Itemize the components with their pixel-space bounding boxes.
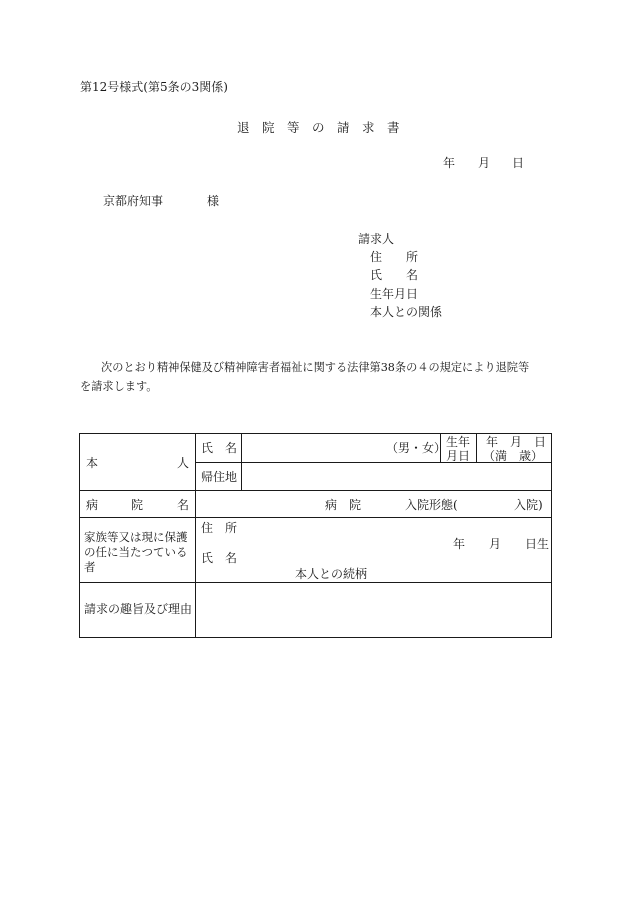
patient-gender: （男・女） [386,441,447,455]
patient-birth-label-1: 生年 [446,435,471,449]
patient-birth-ymd: 年 月 日 [486,435,547,449]
requester-heading: 請求人 [358,232,395,246]
requester-address-label: 住 所 [370,250,419,264]
guardian-name-label: 氏 名 [201,551,238,565]
addressee-suffix: 様 [207,194,220,208]
guardian-address-label: 住 所 [201,521,238,535]
patient-label-1: 本 [86,456,99,470]
hospital-label-3: 名 [177,498,190,512]
guardian-label-1: 家族等又は現に保護 [84,530,188,544]
form-number: 第12号様式(第5条の3関係) [80,80,228,94]
document-title: 退 院 等 の 請 求 書 [237,120,400,135]
requester-name-label: 氏 名 [370,268,419,282]
admission-form-label: 入院形態( [405,498,458,512]
hospital-label-2: 院 [131,498,144,512]
patient-domicile-label: 帰住地 [201,470,238,484]
reason-label: 請求の趣旨及び理由 [84,602,193,616]
patient-label-2: 人 [177,456,190,470]
admission-suffix: 入院) [514,498,543,512]
guardian-label-3: 者 [84,560,96,574]
date-year: 年 [443,156,456,170]
date-month: 月 [478,156,491,170]
hospital-label-1: 病 [86,498,99,512]
body-line-2: を請求します。 [80,380,158,393]
date-day: 日 [512,156,525,170]
hospital-suffix: 病 院 [325,498,362,512]
patient-name-label: 氏 名 [201,441,238,455]
guardian-label-2: の任に当たつている [84,545,188,559]
requester-relationship-label: 本人との関係 [370,305,443,319]
addressee-name: 京都府知事 [103,194,164,208]
patient-age: （満 歳） [483,449,544,463]
guardian-relationship: 本人との続柄 [295,567,368,581]
patient-birth-label-2: 月日 [446,449,471,463]
requester-birthdate-label: 生年月日 [370,287,419,301]
body-line-1: 次のとおり精神保健及び精神障害者福祉に関する法律第38条の４の規定により退院等 [101,361,530,374]
guardian-birth: 年 月 日生 [453,537,550,551]
